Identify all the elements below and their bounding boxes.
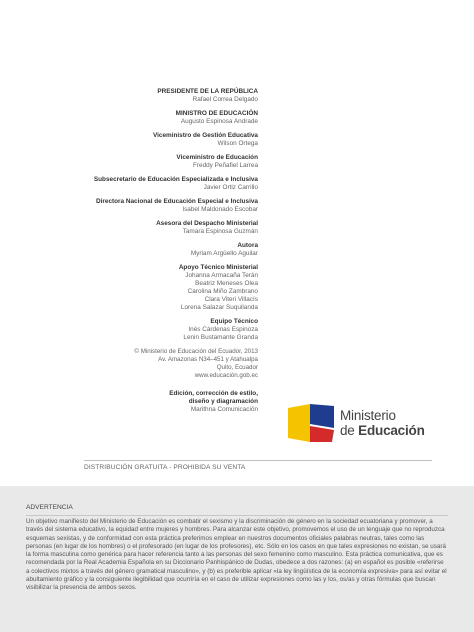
credit-equipo-tecnico: [0, 318, 258, 342]
credit-name: Freddy Peñafiel Larrea: [192, 162, 258, 169]
credit-name: Augusto Espinosa Andrade: [180, 118, 258, 125]
city-line: Quito, Ecuador: [216, 364, 258, 371]
advertencia-title: ADVERTENCIA: [26, 504, 73, 511]
credit-vice-educacion: [0, 154, 258, 170]
website-link: www.educación.gob.ec: [194, 372, 258, 379]
credit-subsecretario: [0, 176, 258, 192]
logo-line2-bold: Educación: [358, 423, 425, 438]
credit-role: PRESIDENTE DE LA REPÚBLICA: [157, 88, 258, 95]
emblem-blue: [310, 404, 334, 428]
credit-role: Viceministro de Educación: [176, 154, 258, 161]
credit-minister: [0, 110, 258, 126]
credit-role: Viceministro de Gestión Educativa: [152, 132, 258, 139]
copyright-block: [0, 348, 258, 380]
copyright-line: © Ministerio de Educación del Ecuador, 2013: [134, 348, 258, 355]
credit-role: Directora Nacional de Educación Especial e Inclusiva: [96, 198, 258, 205]
credit-role: Equipo Técnico: [210, 318, 258, 325]
address-line: Av. Amazonas N34–451 y Atahualpa: [158, 356, 258, 363]
credit-role: Autora: [237, 242, 258, 249]
credit-apoyo-tecnico: [0, 264, 258, 312]
credit-vice-gestion: [0, 132, 258, 148]
credit-role: Subsecretario de Educación Especializada e Inclusiva: [93, 176, 258, 183]
logo-text: [340, 408, 425, 438]
credit-president: [0, 88, 258, 104]
divider: [84, 460, 432, 461]
credit-name: Javier Ortiz Carrillo: [203, 184, 258, 191]
credit-role: MINISTRO DE EDUCACIÓN: [175, 110, 258, 117]
logo-line2-prefix: de: [340, 423, 359, 438]
credit-name: Wilson Ortega: [217, 140, 258, 147]
credit-asesora: [0, 220, 258, 236]
credit-name: Beatriz Meneses Olea: [195, 280, 258, 287]
credit-name: Rafael Correa Delgado: [192, 96, 258, 103]
logo-line2: [340, 423, 425, 438]
credit-role: Apoyo Técnico Ministerial: [178, 264, 258, 271]
advertencia-panel: [0, 486, 474, 632]
advertencia-body: Un objetivo manifiesto del Ministerio de Educación es combatir el sexismo y la discriminación de género en la sociedad ecuatoriana y promover, a través del sistema educativo, la equidad entre mujeres y hombres. Para alcanzar este objetivo, promovemos el uso de un lenguaje que no reproduzca esquemas sexistas, y de conformidad con esta práctica preferimos emplear en nuestros documentos oficiales palabras neutras, tales como las personas (en lugar de los hombres) o el profesorado (en lugar de los profesores), etc. Sólo en los casos en que tales expresiones no existan, se usará la forma masculina como genérica para hacer referencia tanto a las personas del sexo femenino como masculino. Esta práctica comunicativa, que es recomendada por la Real Academia Española en su Diccionario Panhispánico de Dudas, obedece a dos razones: (a) en español es posible «referirse a colectivos mixtos a través del género gramatical masculino», y (b) es preferible aplicar «la ley lingüística de la economía expresiva» para así evitar el abultamiento gráfico y la consiguiente ilegibilidad que ocurriría en el caso de utilizar expresiones como las y los, os/as y otras fórmulas que buscan visibilizar la presencia de ambos sexos.: [26, 518, 447, 592]
credit-name: Isabel Maldonado Escobar: [182, 206, 258, 213]
credit-name: Myriam Argüello Aguilar: [190, 250, 258, 257]
distribution-notice: DISTRIBUCIÓN GRATUITA - PROHIBIDA SU VENTA: [84, 464, 246, 471]
credit-name: Inés Cárdenas Espinoza: [188, 326, 258, 333]
credit-edition: [0, 390, 258, 414]
credit-name: Clara Viteri Villacís: [204, 296, 258, 303]
emblem-red: [310, 426, 334, 442]
credit-name: Carolina Miño Zambrano: [187, 288, 258, 295]
credit-name: Tamara Espinosa Guzmán: [182, 228, 258, 235]
credit-role: Asesora del Despacho Ministerial: [156, 220, 258, 227]
credit-name: Marithna Comunicación: [190, 406, 258, 413]
flag-emblem-icon: [286, 402, 336, 444]
advertencia-divider: [26, 515, 448, 516]
logo-line1: Ministerio: [340, 408, 396, 423]
credit-name: Johanna Armacaña Terán: [185, 272, 258, 279]
emblem-yellow: [288, 404, 310, 442]
credit-autora: [0, 242, 258, 258]
credit-name: Lenin Bustamante Granda: [183, 334, 258, 341]
credit-name: Lorena Salazar Suquilanda: [180, 304, 258, 311]
credits-block: [0, 88, 258, 420]
credit-role: Edición, corrección de estilo, diseño y diagramación: [169, 390, 258, 405]
ministerio-logo: [286, 402, 436, 444]
credit-directora: [0, 198, 258, 214]
